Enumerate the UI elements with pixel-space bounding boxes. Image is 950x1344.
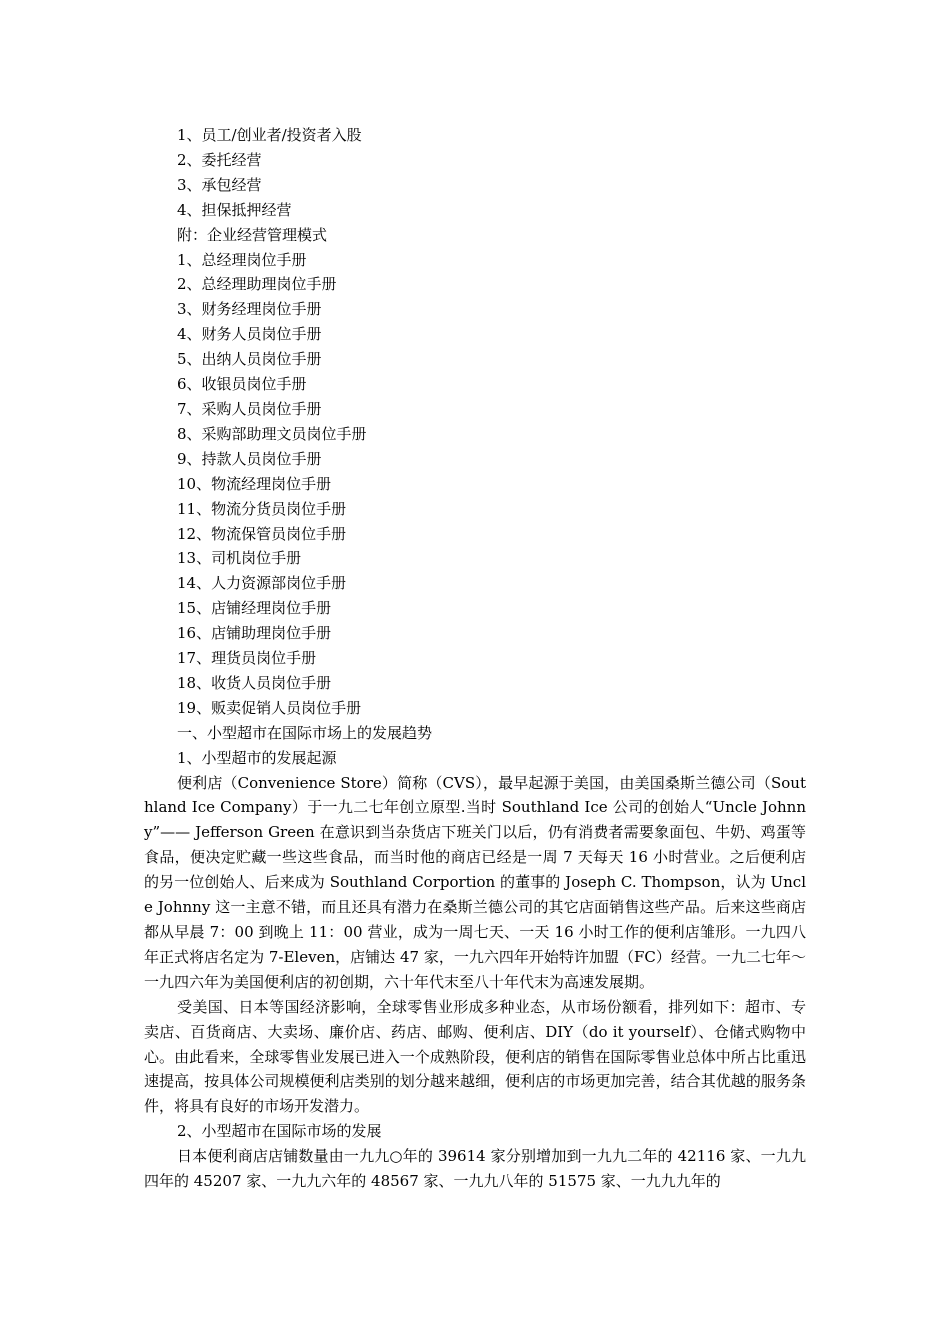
section-heading: 一、小型超市在国际市场上的发展趋势 <box>177 723 433 742</box>
list-item: 13、司机岗位手册 <box>177 549 302 568</box>
list-item: 4、担保抵押经营 <box>177 200 292 219</box>
list-item: 1、员工/创业者/投资者入股 <box>177 126 362 144</box>
list-item: 10、物流经理岗位手册 <box>177 474 332 493</box>
list-item: 3、财务经理岗位手册 <box>177 300 322 319</box>
list-item: 19、贩卖促销人员岗位手册 <box>177 698 362 717</box>
body-paragraph: 受美国、日本等国经济影响，全球零售业形成多种业态，从市场份额看，排列如下：超市、专卖店、百货商店、大卖场、廉价店、药店、邮购、便利店、DIY（do it yourself）、仓储式购物中心。由此看来，全球零售业发展已进入一个成熟阶段，便利店的销售在国际零售业总体中所占比重迅速提高，按具体公司规模便利店类别的划分越来越细，便利店的市场更加完善，结合其优越的服务条件，将具有良好的市场开发潜力。 <box>144 997 806 1116</box>
body-paragraph: 便利店（Convenience Store）简称（CVS），最早起源于美国，由美国桑斯兰德公司（Southland Ice Company）于一九二七年创立原型.当时 Southland Ice 公司的创始人“Uncle Johnny”—— Jefferson Green 在意识到当杂货店下班关门以后，仍有消费者需要象面包、牛奶、鸡蛋等食品，便决定贮藏一些这些食品，而当时他的商店已经是一周 7 天每天 16 小时营业。之后便利店的另一位创始人、后来成为 Southland Corportion 的董事的 Joseph C. Thompson，认为 Uncle Johnny 这一主意不错，而且还具有潜力在桑斯兰德公司的其它店面销售这些产品。后来这些商店都从早晨 7：00 到晚上 11：00 营业，成为一周七天、一天 16 小时工作的便利店雏形。一九四八年正式将店名定为 7-Eleven，店铺达 47 家，一九六四年开始特许加盟（FC）经营。一九二七年～一九四六年为美国便利店的初创期，六十年代末至八十年代末为高速发展期。 <box>144 773 806 991</box>
list-item: 8、采购部助理文员岗位手册 <box>177 424 367 443</box>
list-item: 17、理货员岗位手册 <box>177 649 317 668</box>
list-item: 15、店铺经理岗位手册 <box>177 599 332 618</box>
body-paragraph: 日本便利商店店铺数量由一九九○年的 39614 家分别增加到一九九二年的 42116 家、一九九四年的 45207 家、一九九六年的 48567 家、一九九八年的 51575 家、一九九九年的 <box>144 1147 806 1191</box>
subheading: 1、小型超市的发展起源 <box>177 748 337 767</box>
list-item: 14、人力资源部岗位手册 <box>177 574 347 593</box>
list-item: 5、出纳人员岗位手册 <box>177 350 322 369</box>
list-item: 12、物流保管员岗位手册 <box>177 524 347 543</box>
document-body <box>144 123 806 1194</box>
list-item: 4、财务人员岗位手册 <box>177 325 322 344</box>
appendix-heading: 附：企业经营管理模式 <box>177 225 328 244</box>
list-item: 2、委托经营 <box>177 150 262 169</box>
list-item: 3、承包经营 <box>177 175 262 194</box>
subheading: 2、小型超市在国际市场的发展 <box>177 1122 382 1141</box>
list-item: 2、总经理助理岗位手册 <box>177 275 337 294</box>
list-item: 1、总经理岗位手册 <box>177 250 307 269</box>
list-item: 6、收银员岗位手册 <box>177 375 307 394</box>
list-item: 7、采购人员岗位手册 <box>177 399 322 418</box>
list-item: 18、收货人员岗位手册 <box>177 673 332 692</box>
list-item: 11、物流分货员岗位手册 <box>177 499 347 518</box>
list-item: 9、持款人员岗位手册 <box>177 449 322 468</box>
list-item: 16、店铺助理岗位手册 <box>177 624 332 643</box>
